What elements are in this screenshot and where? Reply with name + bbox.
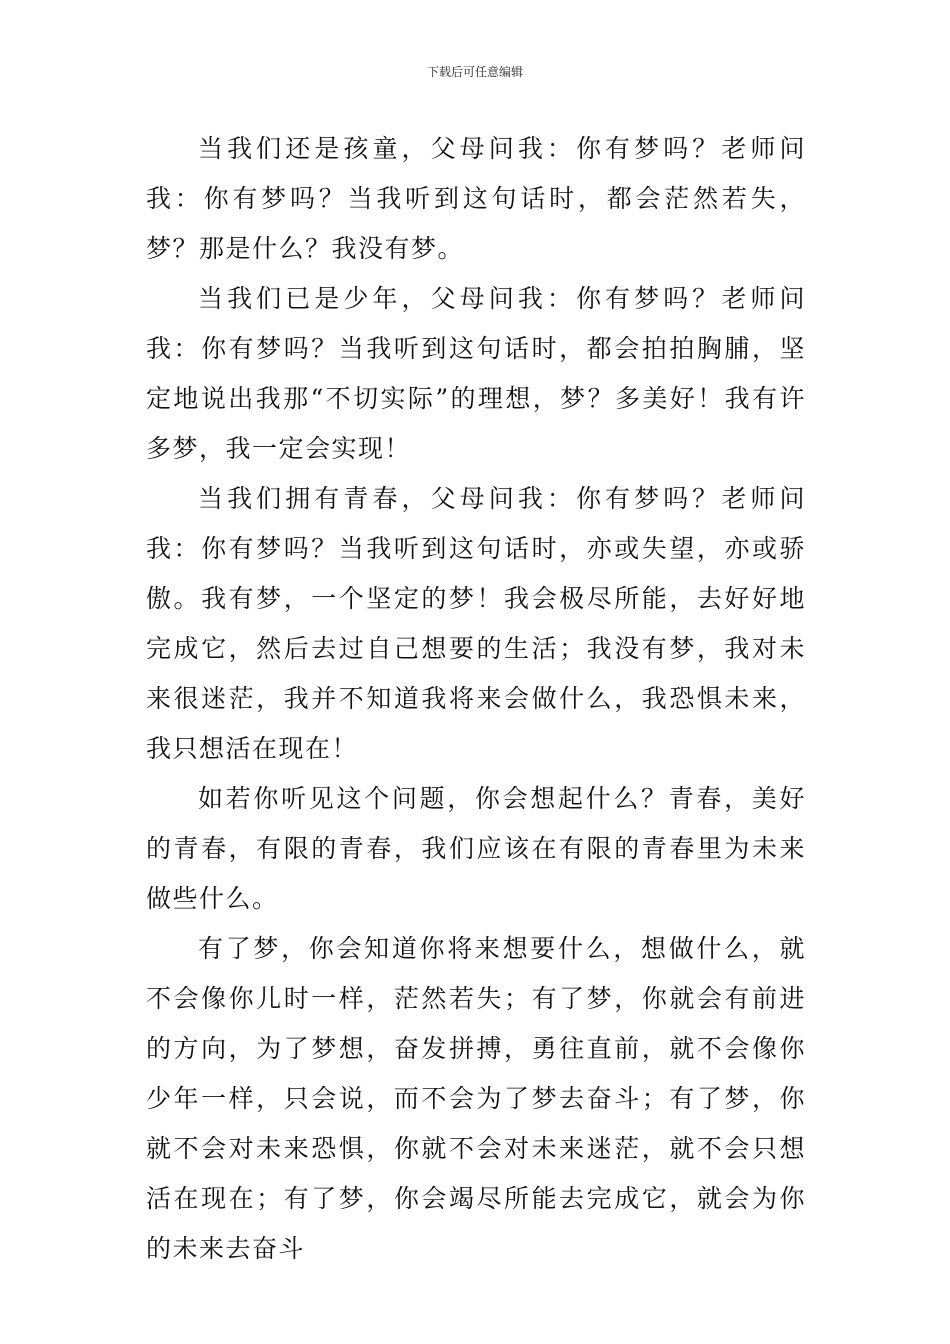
paragraph-3: 当我们拥有青春，父母问我：你有梦吗？老师问我：你有梦吗？当我听到这句话时，亦或失望，亦或骄傲。我有梦，一个坚定的梦！我会极尽所能，去好好地完成它，然后去过自己想要的生活；我没有梦，我对未来很迷茫，我并不知道我将来会做什么，我恐惧未来，我只想活在现在！ — [146, 484, 806, 763]
header-note: 下载后可任意编辑 — [426, 65, 523, 79]
article-body — [146, 124, 806, 1274]
paragraph-1: 当我们还是孩童，父母问我：你有梦吗？老师问我：你有梦吗？当我听到这句话时，都会茫然若失，梦？那是什么？我没有梦。 — [146, 134, 806, 263]
paragraph-5: 有了梦，你会知道你将来想要什么，想做什么，就不会像你儿时一样，茫然若失；有了梦，你就会有前进的方向，为了梦想，奋发拼搏，勇往直前，就不会像你少年一样，只会说，而不会为了梦去奋斗；有了梦，你就不会对未来恐惧，你就不会对未来迷茫，就不会只想活在现在；有了梦，你会竭尽所能去完成它，就会为你的未来去奋斗 — [146, 934, 806, 1263]
paragraph-4: 如若你听见这个问题，你会想起什么？青春，美好的青春，有限的青春，我们应该在有限的青春里为未来做些什么。 — [146, 784, 806, 913]
paragraph-2: 当我们已是少年，父母问我：你有梦吗？老师问我：你有梦吗？当我听到这句话时，都会拍拍胸脯，坚定地说出我那“不切实际”的理想，梦？多美好！我有许多梦，我一定会实现！ — [146, 284, 806, 463]
